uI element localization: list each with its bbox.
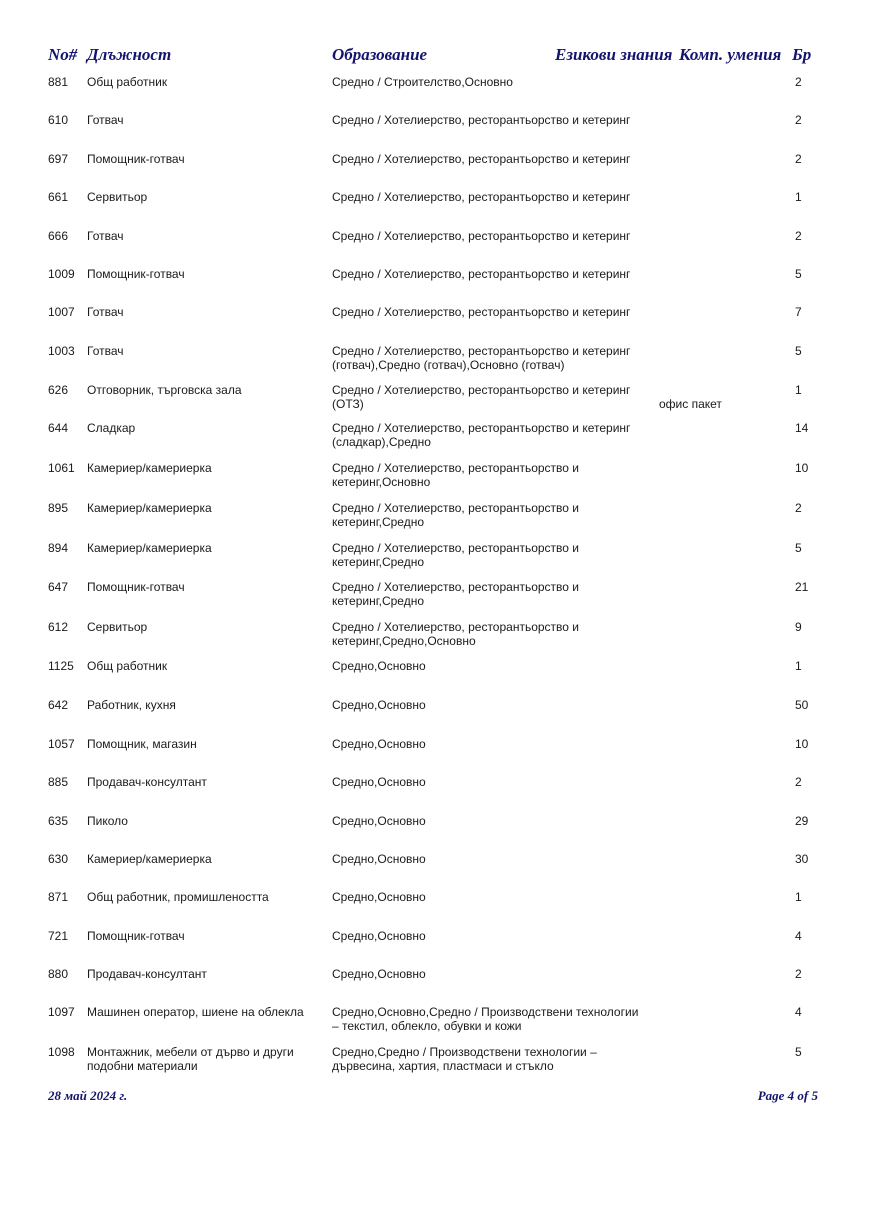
job-count: 5 [795,541,802,555]
job-id: 1061 [48,461,75,475]
job-id: 880 [48,967,69,981]
job-position: Помощник-готвач [87,580,185,594]
job-id: 612 [48,620,69,634]
job-education: Средно,Основно [332,659,426,673]
job-education: Средно / Хотелиерство, ресторантьорство и кетеринг,Средно [332,580,580,608]
job-education: Средно / Хотелиерство, ресторантьорство и кетеринг,Средно [332,501,580,529]
job-position: Сладкар [87,421,136,435]
job-position: Общ работник [87,75,168,89]
job-position: Готвач [87,229,124,243]
job-education: Средно,Основно [332,852,426,866]
job-count: 2 [795,967,802,981]
job-count: 4 [795,1005,802,1019]
job-position: Готвач [87,344,124,358]
job-education: Средно / Хотелиерство, ресторантьорство и кетеринг [332,152,631,166]
job-id: 697 [48,152,69,166]
job-count: 2 [795,152,802,166]
job-education: Средно,Средно / Производствени технологии – дървесина, хартия, пластмаси и стъкло [332,1045,597,1073]
job-education: Средно,Основно [332,890,426,904]
job-position: Отговорник, търговска зала [87,383,242,397]
job-count: 10 [795,737,809,751]
job-position: Общ работник, промишлеността [87,890,269,904]
job-count: 2 [795,501,802,515]
job-id: 642 [48,698,69,712]
job-education: Средно,Основно [332,929,426,943]
job-count: 50 [795,698,809,712]
job-count: 5 [795,1045,802,1059]
job-education: Средно,Основно [332,967,426,981]
job-education: Средно / Хотелиерство, ресторантьорство и кетеринг [332,267,631,281]
job-education: Средно / Хотелиерство, ресторантьорство и кетеринг [332,229,631,243]
job-id: 1003 [48,344,75,358]
job-position: Камериер/камериерка [87,501,212,515]
job-position: Сервитьор [87,620,148,634]
column-header-languages: Езикови знания [555,45,673,64]
job-position: Помощник, магазин [87,737,197,751]
job-id: 647 [48,580,69,594]
job-id: 1098 [48,1045,75,1059]
job-count: 10 [795,461,809,475]
job-id: 894 [48,541,69,555]
job-education: Средно / Хотелиерство, ресторантьорство и кетеринг [332,113,631,127]
column-header-computer-skills: Комп. умения [679,45,782,64]
job-id: 666 [48,229,69,243]
job-computer-skills: офис пакет [659,397,722,411]
job-count: 4 [795,929,802,943]
job-education: Средно / Хотелиерство, ресторантьорство и кетеринг (ОТЗ) [332,383,631,411]
job-position: Пиколо [87,814,128,828]
job-education: Средно / Хотелиерство, ресторантьорство и кетеринг,Средно [332,541,580,569]
job-id: 1057 [48,737,75,751]
job-education: Средно,Основно [332,737,426,751]
job-education: Средно / Хотелиерство, ресторантьорство и кетеринг [332,190,631,204]
job-id: 1097 [48,1005,75,1019]
job-count: 5 [795,344,802,358]
footer-date: 28 май 2024 г. [48,1088,128,1103]
job-id: 721 [48,929,69,943]
job-position: Помощник-готвач [87,929,185,943]
job-count: 2 [795,75,802,89]
job-education: Средно,Основно [332,814,426,828]
job-id: 1009 [48,267,75,281]
job-education: Средно / Строителство,Основно [332,75,513,89]
job-id: 1007 [48,305,75,319]
job-count: 21 [795,580,809,594]
column-header-position: Длъжност [87,45,172,64]
job-count: 30 [795,852,809,866]
job-count: 2 [795,229,802,243]
job-position: Готвач [87,305,124,319]
job-position: Работник, кухня [87,698,176,712]
job-count: 1 [795,190,802,204]
job-position: Сервитьор [87,190,148,204]
job-id: 895 [48,501,69,515]
job-education: Средно / Хотелиерство, ресторантьорство и кетеринг,Средно,Основно [332,620,580,648]
job-education: Средно / Хотелиерство, ресторантьорство и кетеринг [332,305,631,319]
job-id: 626 [48,383,69,397]
job-count: 5 [795,267,802,281]
job-count: 9 [795,620,802,634]
job-id: 661 [48,190,69,204]
job-count: 7 [795,305,802,319]
job-education: Средно,Основно,Средно / Производствени технологии – текстил, облекло, обувки и кожи [332,1005,639,1033]
job-position: Помощник-готвач [87,152,185,166]
job-count: 1 [795,890,802,904]
job-position: Машинен оператор, шиене на облекла [87,1005,304,1019]
job-position: Камериер/камериерка [87,541,212,555]
job-count: 2 [795,113,802,127]
job-id: 881 [48,75,69,89]
job-position: Продавач-консултант [87,967,207,981]
job-id: 610 [48,113,69,127]
job-position: Готвач [87,113,124,127]
job-count: 2 [795,775,802,789]
job-position: Камериер/камериерка [87,852,212,866]
job-education: Средно / Хотелиерство, ресторантьорство и кетеринг,Основно [332,461,580,489]
job-id: 635 [48,814,69,828]
job-position: Монтажник, мебели от дърво и други подобни материали [87,1045,294,1073]
column-header-education: Образование [332,45,428,64]
job-id: 885 [48,775,69,789]
job-count: 14 [795,421,809,435]
job-id: 1125 [48,659,74,673]
job-count: 1 [795,659,802,673]
job-id: 644 [48,421,69,435]
job-id: 871 [48,890,69,904]
job-id: 630 [48,852,69,866]
job-count: 29 [795,814,809,828]
job-education: Средно,Основно [332,698,426,712]
footer-page-number: Page 4 of 5 [757,1088,818,1103]
job-position: Продавач-консултант [87,775,207,789]
column-header-no: No# [48,45,78,64]
job-position: Общ работник [87,659,168,673]
job-position: Камериер/камериерка [87,461,212,475]
job-education: Средно,Основно [332,775,426,789]
job-position: Помощник-готвач [87,267,185,281]
job-education: Средно / Хотелиерство, ресторантьорство и кетеринг (готвач),Средно (готвач),Основно (готвач) [332,344,631,372]
job-education: Средно / Хотелиерство, ресторантьорство и кетеринг (сладкар),Средно [332,421,631,449]
job-count: 1 [795,383,802,397]
column-header-count: Бр [792,45,812,64]
